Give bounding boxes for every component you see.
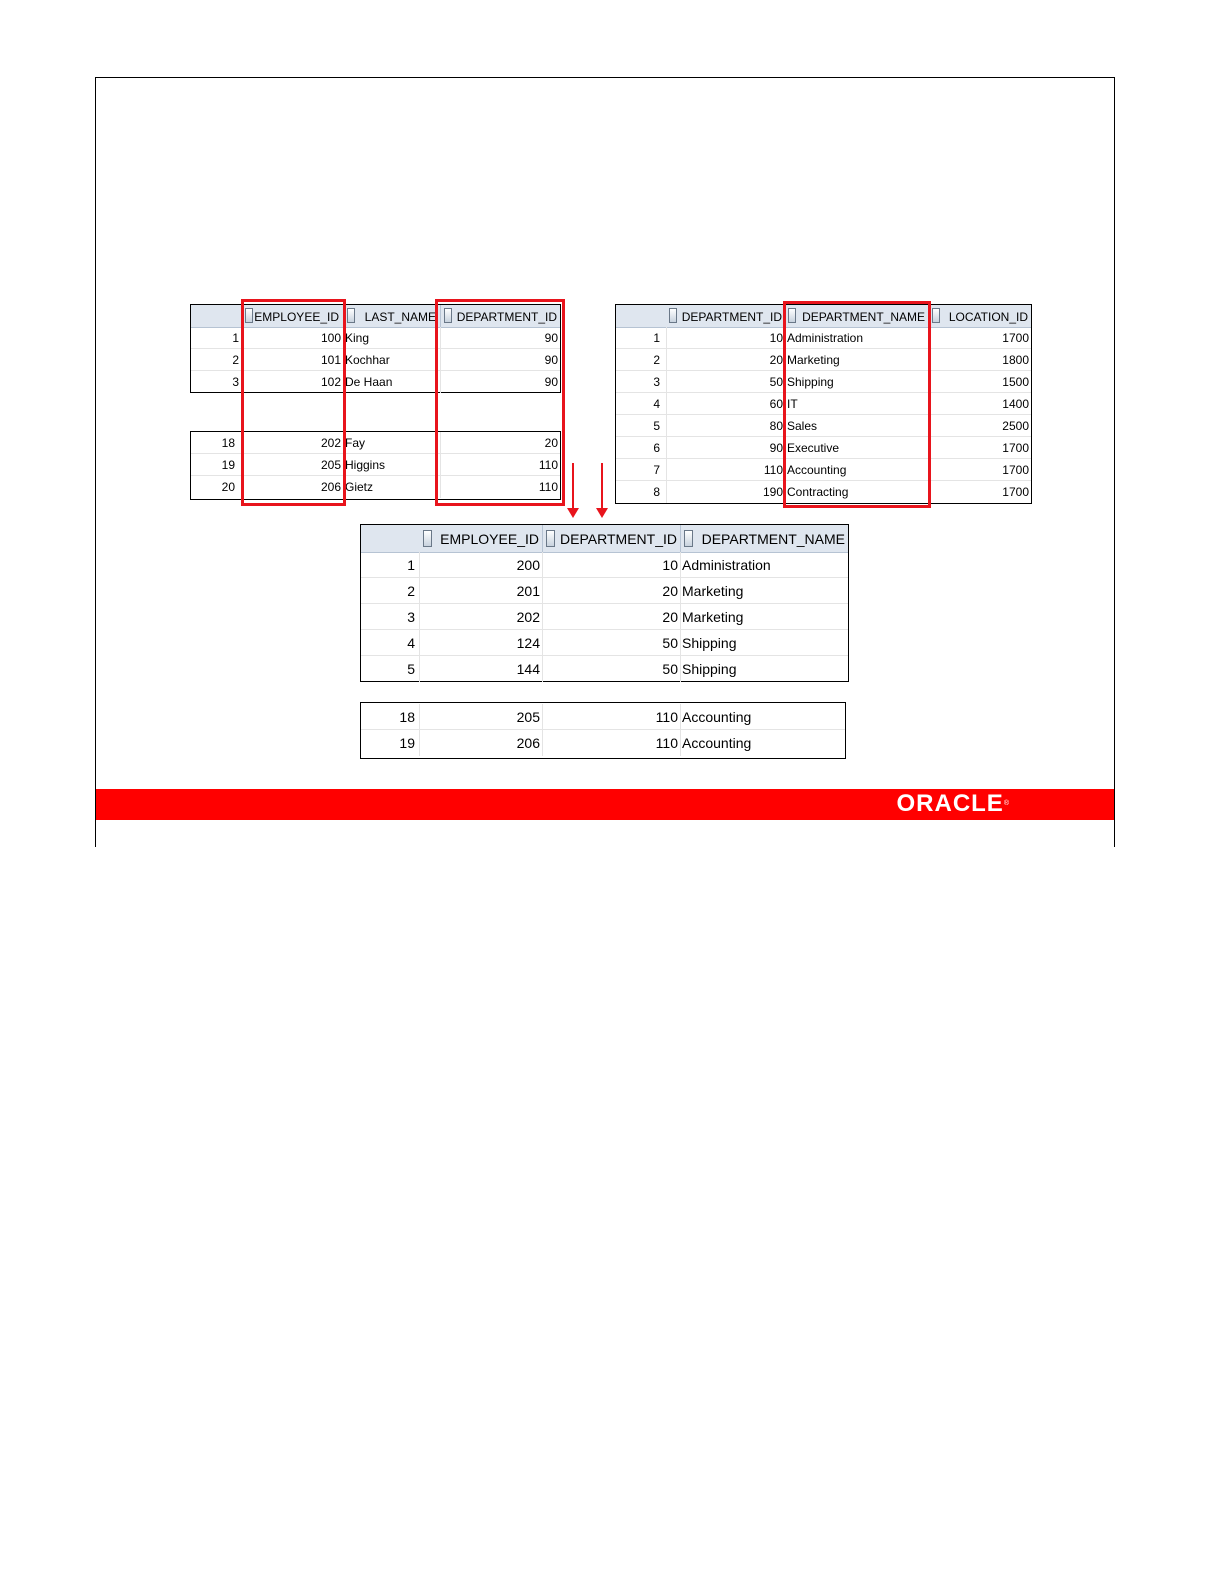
location-id-cell: 1700	[928, 481, 1031, 503]
row-number: 7	[653, 463, 660, 477]
row-number: 8	[653, 485, 660, 499]
column-header-department-id[interactable]: DEPARTMENT_ID	[440, 305, 560, 327]
employee-id-cell: 201	[419, 578, 542, 604]
department-id-cell: 110	[666, 459, 785, 481]
table-row[interactable]	[361, 704, 845, 730]
sort-icon[interactable]	[669, 308, 677, 323]
table-row[interactable]	[361, 552, 848, 578]
row-number: 19	[399, 735, 415, 751]
row-number: 2	[232, 353, 239, 367]
table-row[interactable]	[361, 630, 848, 656]
column-header-last-name[interactable]: LAST_NAME	[343, 305, 439, 327]
employee-id-cell: 202	[419, 604, 542, 630]
column-header-department-id[interactable]: DEPARTMENT_ID	[542, 525, 680, 552]
employee-id-cell: 206	[241, 476, 343, 498]
department-name-cell: Accounting	[680, 704, 845, 730]
row-number: 19	[221, 458, 235, 472]
employee-id-cell: 205	[241, 454, 343, 476]
department-id-cell: 20	[542, 604, 680, 630]
row-number: 4	[407, 635, 415, 651]
table-row[interactable]	[361, 656, 848, 682]
table-row[interactable]	[361, 578, 848, 604]
oracle-logo: ORACLE®	[896, 790, 1009, 817]
column-header-department-name[interactable]: DEPARTMENT_NAME	[680, 525, 848, 552]
row-number: 18	[221, 436, 235, 450]
location-id-cell: 1500	[928, 371, 1031, 393]
footer-bar	[96, 789, 1114, 820]
department-id-cell: 10	[666, 327, 785, 349]
row-number: 6	[653, 441, 660, 455]
department-name-cell: Shipping	[680, 656, 848, 682]
column-header-location-id[interactable]: LOCATION_ID	[928, 305, 1031, 327]
department-name-cell: Accounting	[785, 459, 928, 481]
department-id-cell: 50	[542, 630, 680, 656]
location-id-cell: 1700	[928, 327, 1031, 349]
department-name-cell: Sales	[785, 415, 928, 437]
department-id-cell: 110	[542, 704, 680, 730]
department-id-cell: 10	[542, 552, 680, 578]
result-grid-bottom	[360, 702, 846, 759]
department-id-cell: 20	[666, 349, 785, 371]
department-name-cell: Marketing	[785, 349, 928, 371]
row-number: 5	[653, 419, 660, 433]
row-number: 1	[232, 331, 239, 345]
department-name-cell: Administration	[680, 552, 848, 578]
department-id-cell: 20	[440, 432, 560, 454]
column-header-employee-id[interactable]: EMPLOYEE_ID	[254, 310, 339, 324]
row-number: 5	[407, 661, 415, 677]
last-name-cell: Fay	[343, 432, 440, 454]
column-header-department-id[interactable]: DEPARTMENT_ID	[681, 310, 782, 324]
row-number: 2	[653, 353, 660, 367]
location-id-cell: 1800	[928, 349, 1031, 371]
employee-id-cell: 202	[241, 432, 343, 454]
down-arrow-icon	[601, 463, 603, 508]
department-name-cell: Shipping	[680, 630, 848, 656]
employee-id-cell: 200	[419, 552, 542, 578]
department-id-cell: 80	[666, 415, 785, 437]
department-id-cell: 110	[440, 476, 560, 498]
table-row[interactable]	[361, 730, 845, 756]
last-name-cell: King	[343, 327, 440, 349]
employee-id-cell: 124	[419, 630, 542, 656]
employee-id-cell: 144	[419, 656, 542, 682]
department-id-cell: 110	[440, 454, 560, 476]
department-id-cell: 90	[440, 327, 560, 349]
row-number: 1	[407, 557, 415, 573]
slide-frame	[95, 77, 1115, 847]
highlight-employee-id-column	[241, 299, 346, 506]
employee-id-cell: 101	[241, 349, 343, 371]
highlight-department-id-column	[435, 299, 565, 506]
department-id-cell: 50	[666, 371, 785, 393]
row-number: 3	[653, 375, 660, 389]
down-arrow-icon	[572, 463, 574, 508]
last-name-cell: Kochhar	[343, 349, 440, 371]
department-id-cell: 190	[666, 481, 785, 503]
column-header-employee-id[interactable]: EMPLOYEE_ID	[440, 531, 539, 547]
department-name-cell: Executive	[785, 437, 928, 459]
column-header-department-name[interactable]: DEPARTMENT_NAME	[785, 305, 928, 327]
row-number: 18	[399, 709, 415, 725]
department-id-cell: 60	[666, 393, 785, 415]
employee-id-cell: 100	[241, 327, 343, 349]
employee-id-cell: 102	[241, 371, 343, 393]
result-grid-top	[360, 524, 849, 682]
employee-id-cell: 206	[419, 730, 542, 756]
department-id-cell: 20	[542, 578, 680, 604]
location-id-cell: 1700	[928, 459, 1031, 481]
department-name-cell: Contracting	[785, 481, 928, 503]
department-id-cell: 90	[440, 371, 560, 393]
employee-id-cell: 205	[419, 704, 542, 730]
department-name-cell: Marketing	[680, 604, 848, 630]
department-name-cell: Administration	[785, 327, 928, 349]
department-name-cell: Shipping	[785, 371, 928, 393]
department-name-cell: Marketing	[680, 578, 848, 604]
row-number: 20	[221, 480, 235, 494]
department-name-cell: Accounting	[680, 730, 845, 756]
row-number: 2	[407, 583, 415, 599]
row-number: 3	[407, 609, 415, 625]
department-id-cell: 90	[666, 437, 785, 459]
last-name-cell: Higgins	[343, 454, 440, 476]
row-number: 1	[653, 331, 660, 345]
row-number: 3	[232, 375, 239, 389]
location-id-cell: 1400	[928, 393, 1031, 415]
highlight-department-name-column	[783, 301, 931, 508]
sort-icon[interactable]	[423, 530, 432, 547]
department-id-cell: 110	[542, 730, 680, 756]
table-row[interactable]	[361, 604, 848, 630]
last-name-cell: Gietz	[343, 476, 440, 498]
result-header	[361, 525, 848, 553]
last-name-cell: De Haan	[343, 371, 440, 393]
location-id-cell: 1700	[928, 437, 1031, 459]
row-number: 4	[653, 397, 660, 411]
department-id-cell: 50	[542, 656, 680, 682]
location-id-cell: 2500	[928, 415, 1031, 437]
department-name-cell: IT	[785, 393, 928, 415]
department-id-cell: 90	[440, 349, 560, 371]
